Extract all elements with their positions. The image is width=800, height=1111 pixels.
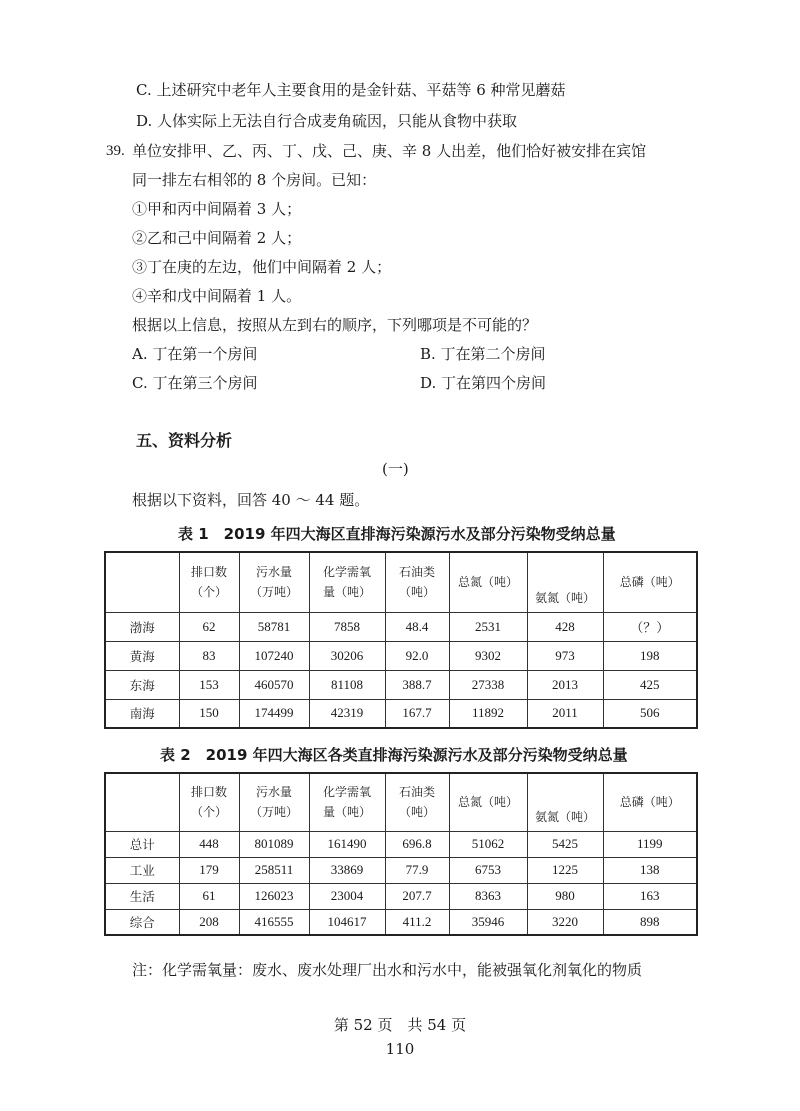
- instruction-text: 根据以下资料，回答 40 ～ 44 题。: [132, 491, 370, 509]
- region-label: 南海: [105, 699, 179, 728]
- cell-oil: 167.7: [385, 699, 449, 728]
- cell-total-p: 506: [603, 699, 697, 728]
- cell-oil: 48.4: [385, 612, 449, 641]
- source-type-label: 总计: [105, 831, 179, 857]
- cell-outlets: 153: [179, 670, 239, 699]
- prev-option-c: C. 上述研究中老年人主要食用的是金针菇、平菇等 6 种常见蘑菇: [136, 81, 566, 99]
- table2-header-total-p: 总磷（吨）: [603, 773, 697, 831]
- question-stem-line1: 单位安排甲、乙、丙、丁、戊、己、庚、辛 8 人出差，他们恰好被安排在宾馆: [132, 142, 647, 160]
- table1-header-outlets: 排口数 （个）: [179, 552, 239, 612]
- region-label: 黄海: [105, 641, 179, 670]
- table-row: [105, 909, 697, 935]
- question-stem-line2: 同一排左右相邻的 8 个房间。已知：: [132, 171, 377, 189]
- cell-ammonia: 980: [527, 883, 603, 909]
- cell-oil: 77.9: [385, 857, 449, 883]
- cell-cod: 104617: [309, 909, 385, 935]
- cell-oil: 388.7: [385, 670, 449, 699]
- question-number: 39.: [106, 143, 125, 159]
- cell-sewage: 58781: [239, 612, 309, 641]
- cell-cod: 161490: [309, 831, 385, 857]
- table1: [104, 551, 698, 729]
- cell-cod: 23004: [309, 883, 385, 909]
- table2-title: 表 2 2019 年四大海区各类直排海污染源污水及部分污染物受纳总量: [160, 746, 628, 764]
- cell-outlets: 61: [179, 883, 239, 909]
- table-row: [105, 699, 697, 728]
- cell-total-n: 27338: [449, 670, 527, 699]
- cell-total-p: 1199: [603, 831, 697, 857]
- region-label: 渤海: [105, 612, 179, 641]
- cell-total-p: 425: [603, 670, 697, 699]
- table-row: [105, 883, 697, 909]
- cell-outlets: 448: [179, 831, 239, 857]
- cell-oil: 207.7: [385, 883, 449, 909]
- cell-ammonia: 5425: [527, 831, 603, 857]
- table1-header-ammonia: 氨氮（吨）: [527, 552, 603, 612]
- cell-sewage: 174499: [239, 699, 309, 728]
- cell-total-p: （？）: [603, 612, 697, 641]
- cell-total-p: 898: [603, 909, 697, 935]
- option-b: B. 丁在第二个房间: [420, 345, 546, 363]
- cell-total-n: 2531: [449, 612, 527, 641]
- table2-header-cod: 化学需氧 量（吨）: [309, 773, 385, 831]
- table1-header-cod: 化学需氧 量（吨）: [309, 552, 385, 612]
- table2-header-oil: 石油类 （吨）: [385, 773, 449, 831]
- table2-header-total-n: 总氮（吨）: [449, 773, 527, 831]
- cell-ammonia: 2011: [527, 699, 603, 728]
- cell-ammonia: 973: [527, 641, 603, 670]
- cell-total-n: 11892: [449, 699, 527, 728]
- table-row: [105, 641, 697, 670]
- table2: [104, 772, 698, 936]
- cell-cod: 7858: [309, 612, 385, 641]
- table1-header-total-p: 总磷（吨）: [603, 552, 697, 612]
- table1-title: 表 1 2019 年四大海区直排海污染源污水及部分污染物受纳总量: [178, 525, 616, 543]
- cell-outlets: 83: [179, 641, 239, 670]
- table-note: 注：化学需氧量：废水、废水处理厂出水和污水中，能被强氧化剂氧化的物质: [132, 961, 643, 979]
- table1-header-oil: 石油类 （吨）: [385, 552, 449, 612]
- cell-cod: 81108: [309, 670, 385, 699]
- cell-total-p: 138: [603, 857, 697, 883]
- table-row: [105, 612, 697, 641]
- condition-1: ①甲和丙中间隔着 3 人；: [132, 200, 302, 218]
- table1-header-sewage: 污水量 （万吨）: [239, 552, 309, 612]
- cell-cod: 33869: [309, 857, 385, 883]
- prev-option-d: D. 人体实际上无法自行合成麦角硫因，只能从食物中获取: [136, 112, 518, 130]
- cell-total-p: 198: [603, 641, 697, 670]
- question-prompt: 根据以上信息，按照从左到右的顺序，下列哪项是不可能的？: [132, 316, 538, 334]
- cell-ammonia: 428: [527, 612, 603, 641]
- page-info: 第 52 页 共 54 页: [333, 1016, 467, 1034]
- page-number: 110: [385, 1040, 415, 1058]
- cell-sewage: 801089: [239, 831, 309, 857]
- cell-oil: 411.2: [385, 909, 449, 935]
- cell-sewage: 258511: [239, 857, 309, 883]
- cell-oil: 92.0: [385, 641, 449, 670]
- source-type-label: 综合: [105, 909, 179, 935]
- cell-total-p: 163: [603, 883, 697, 909]
- cell-ammonia: 3220: [527, 909, 603, 935]
- cell-total-n: 35946: [449, 909, 527, 935]
- cell-sewage: 107240: [239, 641, 309, 670]
- source-type-label: 生活: [105, 883, 179, 909]
- cell-cod: 30206: [309, 641, 385, 670]
- table2-header-sewage: 污水量 （万吨）: [239, 773, 309, 831]
- cell-cod: 42319: [309, 699, 385, 728]
- option-c: C. 丁在第三个房间: [132, 374, 258, 392]
- condition-4: ④辛和戊中间隔着 1 人。: [132, 287, 302, 305]
- table2-header-outlets: 排口数 （个）: [179, 773, 239, 831]
- cell-outlets: 62: [179, 612, 239, 641]
- cell-total-n: 51062: [449, 831, 527, 857]
- option-a: A. 丁在第一个房间: [132, 345, 258, 363]
- table1-corner-cell: [105, 552, 179, 612]
- cell-outlets: 150: [179, 699, 239, 728]
- cell-total-n: 6753: [449, 857, 527, 883]
- cell-sewage: 416555: [239, 909, 309, 935]
- table2-corner-cell: [105, 773, 179, 831]
- table2-header-ammonia: 氨氮（吨）: [527, 773, 603, 831]
- cell-ammonia: 2013: [527, 670, 603, 699]
- table-row: [105, 670, 697, 699]
- cell-outlets: 179: [179, 857, 239, 883]
- cell-total-n: 8363: [449, 883, 527, 909]
- condition-2: ②乙和己中间隔着 2 人；: [132, 229, 302, 247]
- table1-header-total-n: 总氮（吨）: [449, 552, 527, 612]
- table-row: [105, 857, 697, 883]
- cell-oil: 696.8: [385, 831, 449, 857]
- region-label: 东海: [105, 670, 179, 699]
- cell-outlets: 208: [179, 909, 239, 935]
- table-row: [105, 831, 697, 857]
- cell-sewage: 460570: [239, 670, 309, 699]
- condition-3: ③丁在庚的左边，他们中间隔着 2 人；: [132, 258, 392, 276]
- cell-sewage: 126023: [239, 883, 309, 909]
- source-type-label: 工业: [105, 857, 179, 883]
- cell-total-n: 9302: [449, 641, 527, 670]
- option-d: D. 丁在第四个房间: [420, 374, 547, 392]
- section-title: 五、资料分析: [136, 431, 233, 450]
- cell-ammonia: 1225: [527, 857, 603, 883]
- subsection-number: (一): [382, 460, 409, 478]
